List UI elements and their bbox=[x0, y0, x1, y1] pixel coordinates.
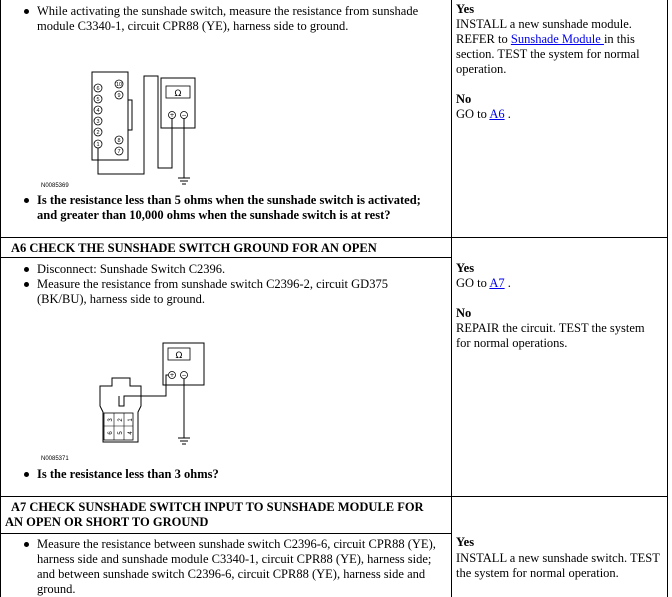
step-text: Disconnect: Sunshade Switch C2396. bbox=[37, 262, 226, 276]
pin-label: 1 bbox=[128, 418, 134, 422]
pin-label: 7 bbox=[117, 149, 121, 155]
yes-label: Yes bbox=[456, 535, 475, 549]
yes-label: Yes bbox=[456, 2, 475, 16]
pin-label: 6 bbox=[96, 86, 100, 92]
bullet bbox=[24, 472, 29, 477]
svg-text:+: + bbox=[169, 112, 175, 119]
result-text: operation. bbox=[456, 62, 507, 76]
pin-label: 6 bbox=[108, 431, 114, 435]
pin-label: 2 bbox=[96, 130, 100, 136]
result-text: the system for normal operation. bbox=[456, 566, 619, 580]
figure-id: N0085371 bbox=[41, 456, 69, 462]
result-text: INSTALL a new sunshade module. bbox=[456, 17, 632, 31]
bullet bbox=[24, 282, 29, 287]
connector-pin-block bbox=[104, 413, 133, 440]
pin-label: 10 bbox=[115, 82, 123, 88]
question-text: Is the resistance less than 3 ohms? bbox=[37, 467, 219, 481]
ohm-symbol: Ω bbox=[174, 89, 182, 99]
step-heading-a7: A7 CHECK SUNSHADE SWITCH INPUT TO SUNSHADE MODULE FOR bbox=[11, 500, 424, 514]
question-text: Is the resistance less than 5 ohms when the sunshade switch is activated; bbox=[37, 193, 421, 207]
no-label: No bbox=[456, 306, 472, 320]
ground-symbol bbox=[178, 438, 190, 444]
step-text: and between sunshade switch C2396-6, circuit CPR88 (YE), harness side and bbox=[37, 567, 426, 581]
yes-label: Yes bbox=[456, 261, 475, 275]
ohm-symbol: Ω bbox=[175, 351, 183, 361]
bullet bbox=[24, 267, 29, 272]
svg-text:+: + bbox=[169, 372, 175, 379]
heading-divider-a6 bbox=[0, 257, 452, 258]
pin-label: 5 bbox=[118, 431, 124, 435]
svg-text:−: − bbox=[181, 112, 187, 119]
step-text: Measure the resistance between sunshade switch C2396-6, circuit CPR88 (YE), bbox=[37, 537, 436, 551]
pin-label: 8 bbox=[117, 138, 121, 144]
bullet bbox=[24, 542, 29, 547]
pin-label: 4 bbox=[128, 431, 134, 435]
result-text: INSTALL a new sunshade switch. TEST bbox=[456, 551, 660, 565]
pin-label: 9 bbox=[117, 93, 121, 99]
step-heading-a6: A6 CHECK THE SUNSHADE SWITCH GROUND FOR AN OPEN bbox=[11, 241, 377, 255]
result-text: section. TEST the system for normal bbox=[456, 47, 640, 61]
result-text: GO to A7 . bbox=[456, 276, 511, 290]
pin-label: 2 bbox=[118, 418, 124, 422]
step-heading-a7-cont: AN OPEN OR SHORT TO GROUND bbox=[5, 515, 209, 529]
result-text: GO to A6 . bbox=[456, 107, 511, 121]
pin-label: 5 bbox=[96, 97, 100, 103]
no-label: No bbox=[456, 92, 472, 106]
question-text: and greater than 10,000 ohms when the sunshade switch is at rest? bbox=[37, 208, 391, 222]
row-divider-1 bbox=[0, 237, 668, 238]
go-to-a7-link[interactable]: A7 bbox=[489, 276, 505, 290]
result-text: REPAIR the circuit. TEST the system bbox=[456, 321, 645, 335]
row-divider-2 bbox=[0, 496, 668, 497]
result-text: for normal operations. bbox=[456, 336, 568, 350]
step-text: ground. bbox=[37, 582, 76, 596]
result-text: REFER to Sunshade Module in this bbox=[456, 32, 635, 46]
svg-text:−: − bbox=[181, 372, 187, 379]
heading-divider-a7 bbox=[0, 533, 452, 534]
sunshade-module-link[interactable]: Sunshade Module bbox=[510, 32, 604, 46]
go-to-a6-link[interactable]: A6 bbox=[489, 107, 505, 121]
pin-label: 3 bbox=[108, 418, 114, 422]
step-text: harness side and sunshade module C3340-1, circuit CPR88 (YE), harness side; bbox=[37, 552, 432, 566]
step-text: module C3340-1, circuit CPR88 (YE), harness side to ground. bbox=[37, 19, 349, 33]
figure-id: N0085369 bbox=[41, 183, 69, 189]
pin-label: 4 bbox=[96, 108, 100, 114]
step-text: (BK/BU), harness side to ground. bbox=[37, 292, 206, 306]
step-text: While activating the sunshade switch, measure the resistance from sunshade bbox=[37, 4, 419, 18]
step-text: Measure the resistance from sunshade switch C2396-2, circuit GD375 bbox=[37, 277, 388, 291]
pin-label: 1 bbox=[96, 142, 100, 148]
pin-label: 3 bbox=[96, 119, 100, 125]
